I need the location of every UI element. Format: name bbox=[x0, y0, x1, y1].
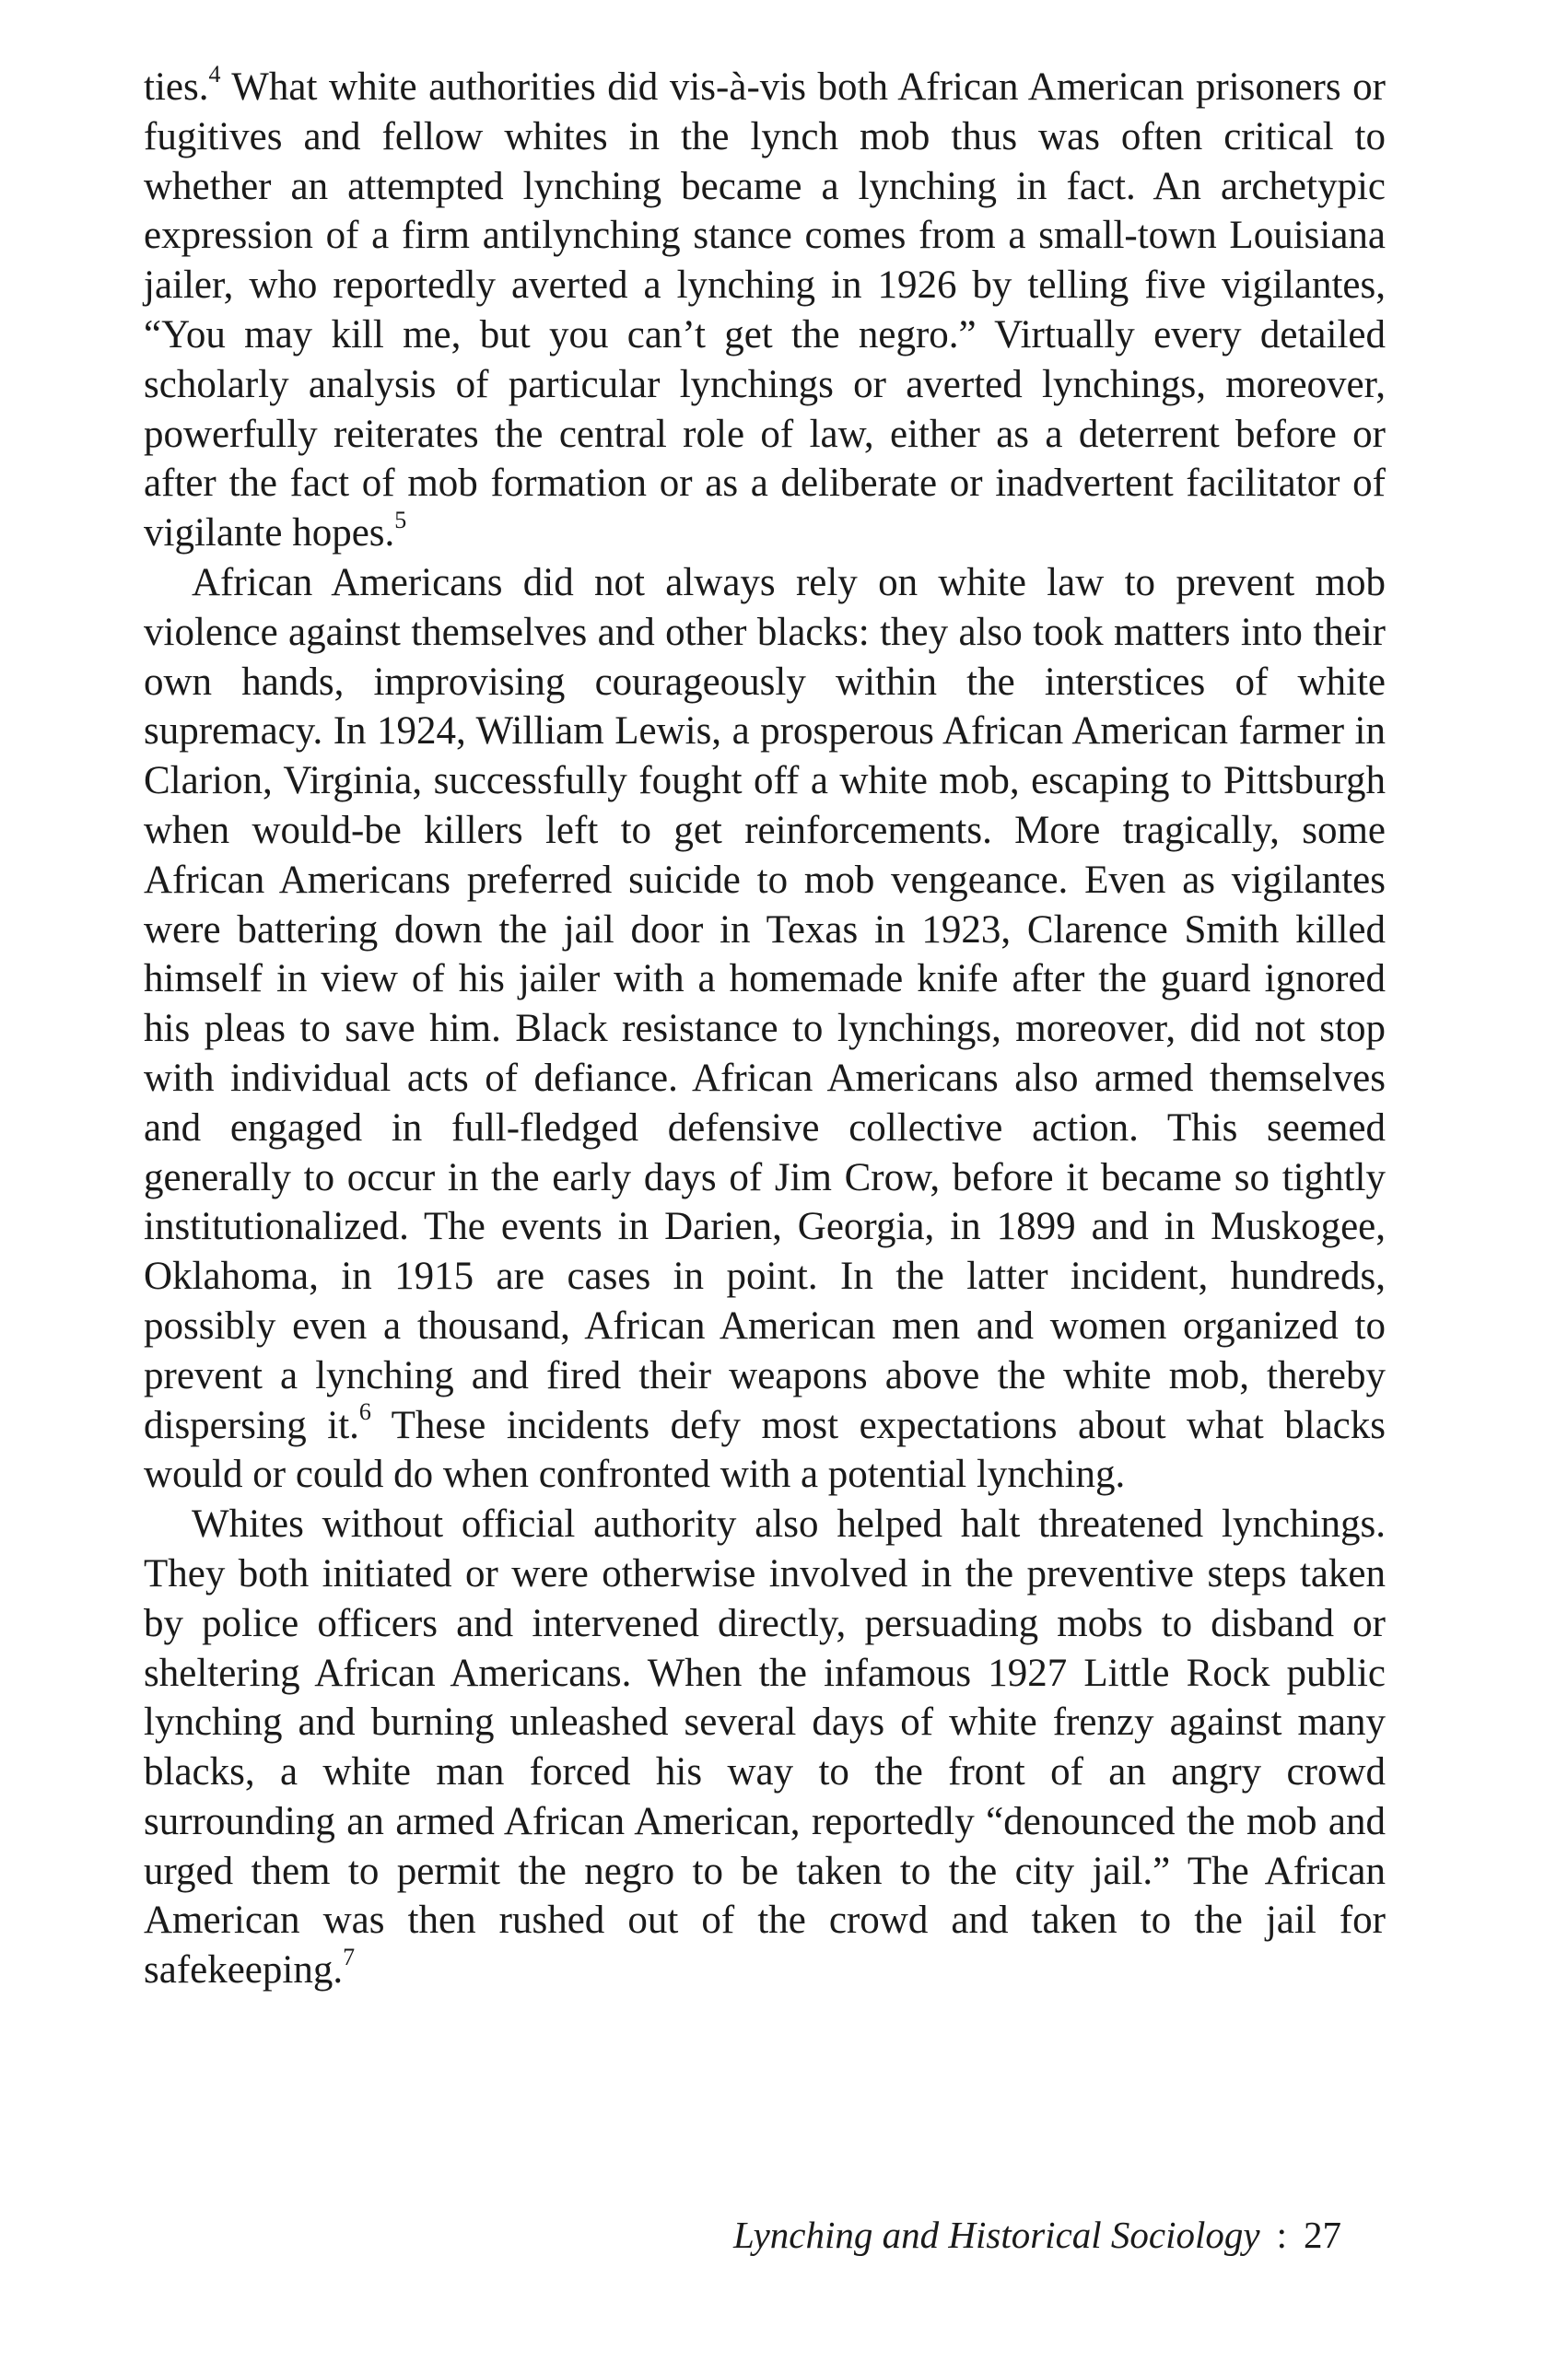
body-text bbox=[144, 60, 1386, 1995]
paragraph-1 bbox=[144, 60, 1386, 558]
paragraph-2 bbox=[144, 558, 1386, 1500]
footnote-marker-5: 5 bbox=[394, 506, 407, 533]
paragraph-text: African Americans did not always rely on white law to prevent mob violence against themselves and other blacks: they also took matters into their own hands, improvising courageously within the interstices of white supremacy. In 1924, William Lewis, a prosperous African American farmer in Clarion, Virginia, successfully fought off a white mob, escaping to Pittsburgh when would-be killers left to get reinforcements. More tragically, some African Americans preferred suicide to mob vengeance. Even as vigilantes were battering down the jail door in Texas in 1923, Clarence Smith killed himself in view of his jailer with a homemade knife after the guard ignored his pleas to save him. Black resistance to lynchings, moreover, did not stop with individual acts of defiance. African Americans also armed themselves and engaged in full-fledged defensive collective action. This seemed generally to occur in the early days of Jim Crow, before it became so tightly institutionalized. The events in Darien, Georgia, in 1899 and in Muskogee, Oklahoma, in 1915 are cases in point. In the latter incident, hundreds, possibly even a thousand, African American men and women organized to prevent a lynching and fired their weapons above the white mob, thereby dispersing it. bbox=[144, 560, 1386, 1447]
running-title: Lynching and Historical Sociology bbox=[733, 2214, 1260, 2256]
footnote-marker-4: 4 bbox=[208, 60, 221, 88]
footnote-marker-6: 6 bbox=[358, 1398, 371, 1426]
page-footer bbox=[733, 2213, 1341, 2257]
paragraph-text: Whites without official authority also helped halt threatened lynchings. They both initiated or were otherwise involved in the preventive steps taken by police officers and intervened directly, persuading mobs to disband or sheltering African Americans. When the infamous 1927 Little Rock public lynching and burning unleashed several days of white frenzy against many blacks, a white man forced his way to the front of an angry crowd surrounding an armed African American, reportedly “denounced the mob and urged them to permit the negro to be taken to the city jail.” The African American was then rushed out of the crowd and taken to the jail for safekeeping. bbox=[144, 1502, 1386, 1993]
paragraph-text: What white authorities did vis-à-vis both African American prisoners or fugitives and fellow whites in the lynch mob thus was often critical to whether an attempted lynching became a lynching in fact. An archetypic expression of a firm antilynching stance comes from a small-town Louisiana jailer, who reportedly averted a lynching in 1926 by telling five vigilantes, “You may kill me, but you can’t get the negro.” Virtually every detailed scholarly analysis of particular lynchings or averted lynchings, moreover, powerfully reiterates the central role of law, either as a deterrent before or after the fact of mob formation or as a deliberate or inadvertent facilitator of vigilante hopes. bbox=[144, 65, 1386, 555]
footer-separator: : bbox=[1276, 2214, 1287, 2256]
footnote-marker-7: 7 bbox=[343, 1943, 356, 1970]
paragraph-3 bbox=[144, 1500, 1386, 1995]
page-number: 27 bbox=[1304, 2214, 1341, 2256]
paragraph-text: ties. bbox=[144, 65, 209, 109]
paragraph-text: These incidents defy most expectations about what blacks would or could do when confronted with a potential lynching. bbox=[144, 1403, 1386, 1497]
